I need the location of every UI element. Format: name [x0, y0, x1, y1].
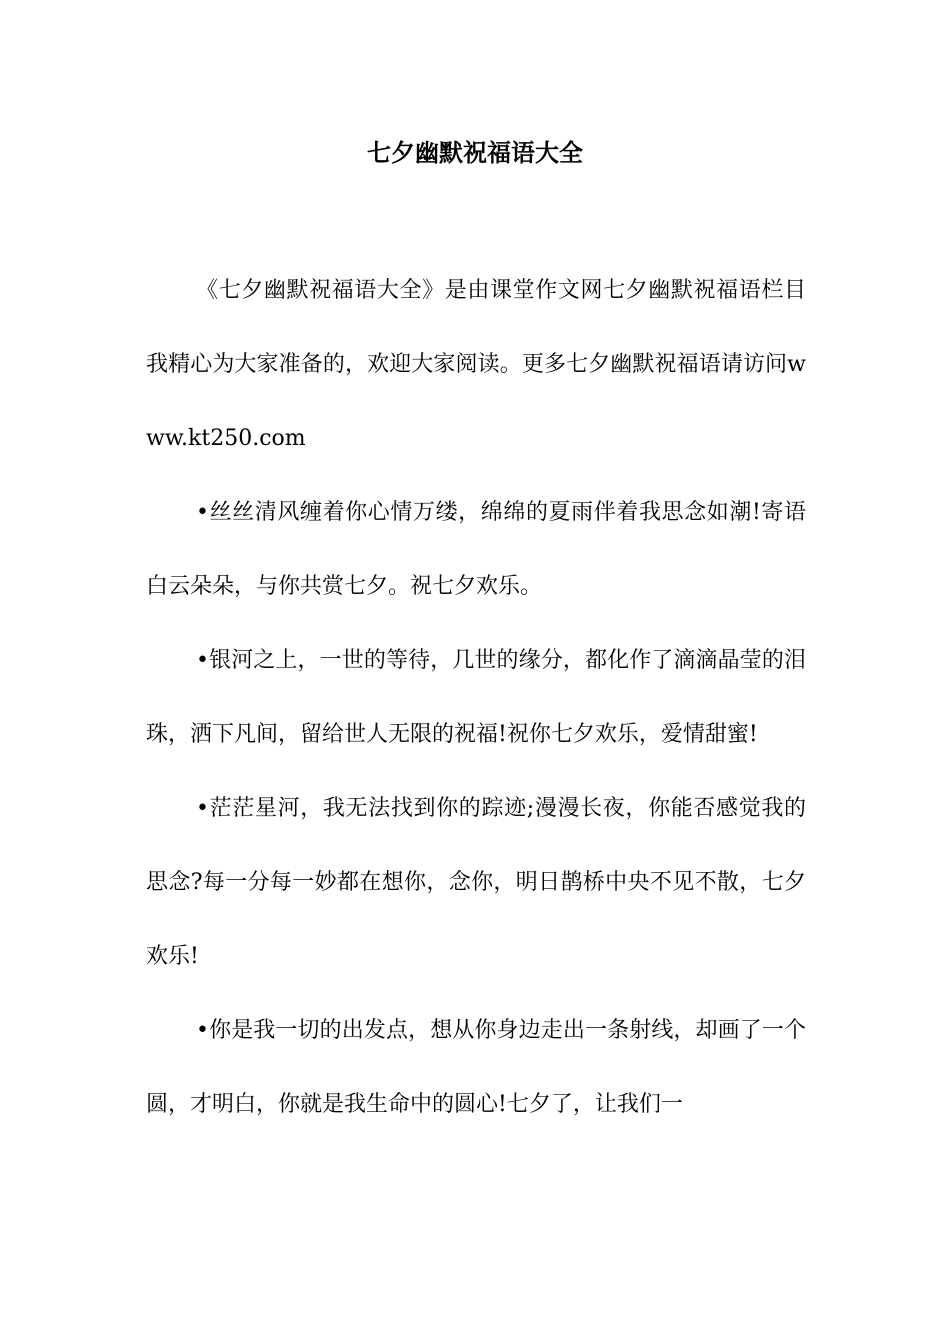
blessing-paragraph: •你是我一切的出发点，想从你身边走出一条射线，却画了一个圆，才明白，你就是我生命中的圆心!七夕了，让我们一 [146, 1018, 806, 1117]
intro-paragraph: 《七夕幽默祝福语大全》是由课堂作文网七夕幽默祝福语栏目我精心为大家准备的，欢迎大家阅读。更多七夕幽默祝福语请访问www.kt250.com [146, 278, 806, 451]
document-title: 七夕幽默祝福语大全 [367, 138, 583, 167]
blessing-paragraph: •茫茫星河，我无法找到你的踪迹;漫漫长夜，你能否感觉我的思念?每一分每一妙都在想你，念你，明日鹊桥中央不见不散，七夕欢乐! [146, 796, 806, 969]
blessing-paragraph: •丝丝清风缠着你心情万缕，绵绵的夏雨伴着我思念如潮!寄语白云朵朵，与你共赏七夕。祝七夕欢乐。 [146, 500, 806, 599]
blessing-paragraph: •银河之上，一世的等待，几世的缘分，都化作了滴滴晶莹的泪珠，洒下凡间，留给世人无限的祝福!祝你七夕欢乐，爱情甜蜜! [146, 648, 806, 747]
document-body [146, 254, 806, 1142]
